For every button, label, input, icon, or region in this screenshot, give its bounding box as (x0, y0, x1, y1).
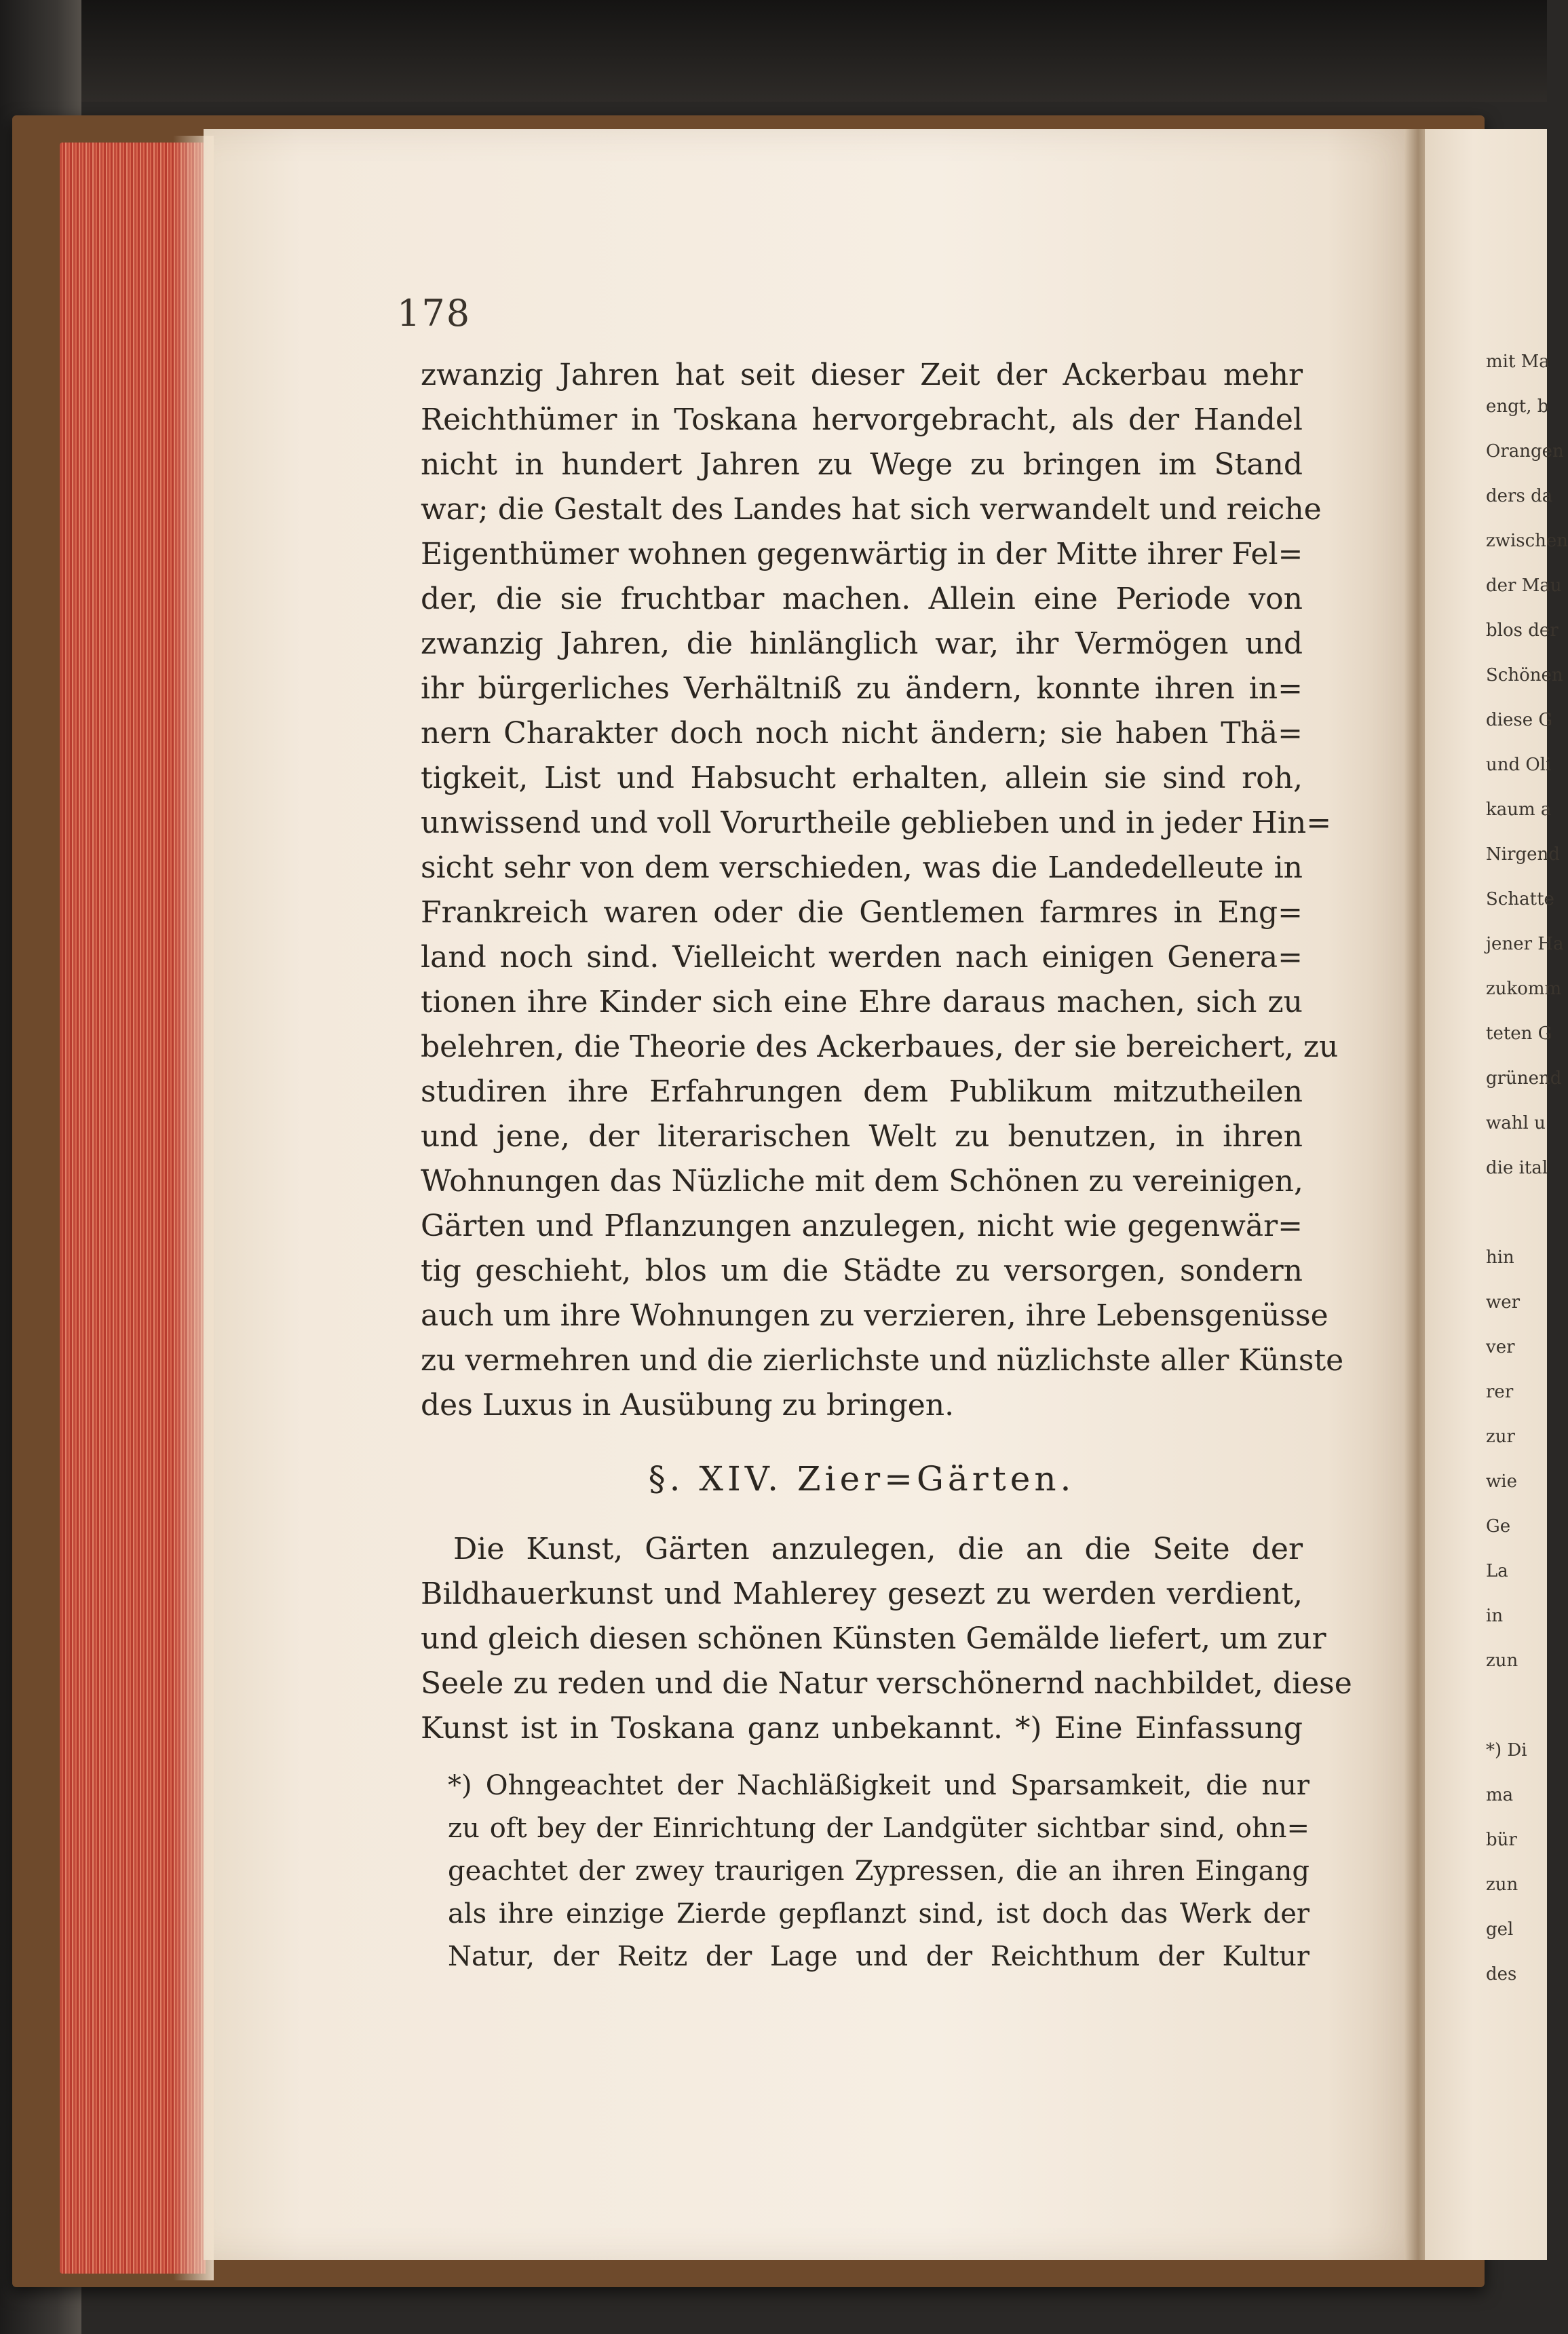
facing-page-fragment: Orangen (1486, 441, 1564, 462)
facing-page-fragment: zur (1486, 1427, 1515, 1447)
text-line: zwanzig Jahren hat seit dieser Zeit der Ackerbau mehr (421, 358, 1303, 392)
text-line: tionen ihre Kinder sich eine Ehre daraus machen, sich zu (421, 985, 1303, 1019)
facing-page-fragment: der Mau (1486, 576, 1562, 596)
text-line: der, die sie fruchtbar machen. Allein eine Periode von (421, 582, 1303, 616)
facing-page-fragment: in (1486, 1606, 1504, 1626)
text-line: Wohnungen das Nüzliche mit dem Schönen zu vereinigen, (421, 1164, 1303, 1199)
facing-page-fragment: kaum a (1486, 799, 1552, 820)
text-line: land noch sind. Vielleicht werden nach einigen Genera= (421, 940, 1303, 975)
text-line: Eigenthümer wohnen gegenwärtig in der Mitte ihrer Fel= (421, 537, 1303, 571)
facing-page-fragment: engt, b (1486, 396, 1549, 417)
facing-page-fragment: La (1486, 1561, 1508, 1581)
facing-page-fragment: diese G (1486, 710, 1553, 730)
text-line: tigkeit, List und Habsucht erhalten, allein sie sind roh, (421, 761, 1303, 795)
facing-page-fragment: und Oli (1486, 755, 1552, 775)
facing-page-fragment: Schatte (1486, 889, 1554, 909)
facing-page-text (1486, 339, 1568, 1997)
text-line: zu vermehren und die zierlichste und nüzlichste aller Künste (421, 1343, 1344, 1378)
page-edge-shade (173, 136, 214, 2280)
facing-page-fragment: mit Ma (1486, 352, 1550, 372)
facing-page-fragment: Nirgend (1486, 844, 1560, 865)
facing-page-fragment: zwischen (1486, 531, 1568, 551)
facing-page-fragment: Schönen (1486, 665, 1563, 685)
text-line: auch um ihre Wohnungen zu verzieren, ihre Lebensgenüsse (421, 1298, 1328, 1333)
text-line: Reichthümer in Toskana hervorgebracht, als der Handel (421, 402, 1303, 437)
facing-page-fragment: zukomm (1486, 979, 1562, 999)
footnote-line: geachtet der zwey traurigen Zypressen, die an ihren Eingang (448, 1856, 1309, 1887)
background-top (0, 0, 1547, 102)
facing-page-fragment: zun (1486, 1875, 1518, 1895)
facing-page-fragment: jener Ha (1486, 934, 1564, 954)
text-line: studiren ihre Erfahrungen dem Publikum mitzutheilen (421, 1074, 1303, 1109)
facing-page-fragment: gel (1486, 1919, 1514, 1940)
facing-page-fragment: grünend (1486, 1068, 1562, 1089)
footnote-line: zu oft bey der Einrichtung der Landgüter sichtbar sind, ohn= (448, 1813, 1309, 1844)
facing-page-fragment: rer (1486, 1382, 1514, 1402)
text-line: Gärten und Pflanzungen anzulegen, nicht wie gegenwär= (421, 1209, 1303, 1243)
section-text (421, 1527, 1352, 1751)
facing-page-fragment: wahl u (1486, 1113, 1546, 1133)
section-heading: §. XIV. Zier=Gärten. (648, 1459, 1075, 1499)
facing-page-fragment: ders da (1486, 486, 1553, 506)
text-line: sicht sehr von dem verschieden, was die Landedelleute in (421, 850, 1303, 885)
facing-page-fragment: wie (1486, 1471, 1517, 1492)
text-line: und jene, der literarischen Welt zu benutzen, in ihren (421, 1119, 1303, 1154)
text-line: war; die Gestalt des Landes hat sich verwandelt und reiche (421, 492, 1322, 527)
text-line: Die Kunst, Gärten anzulegen, die an die Seite der (453, 1532, 1303, 1566)
facing-page-fragment: *) Di (1486, 1740, 1527, 1761)
facing-page-fragment: ma (1486, 1785, 1514, 1805)
text-line: nern Charakter doch noch nicht ändern; sie haben Thä= (421, 716, 1303, 751)
text-line: zwanzig Jahren, die hinlänglich war, ihr Vermögen und (421, 626, 1303, 661)
facing-page-fragment: zun (1486, 1651, 1518, 1671)
facing-page-fragment: ver (1486, 1337, 1515, 1357)
text-line: Seele zu reden und die Natur verschönernd nachbildet, diese (421, 1666, 1352, 1701)
facing-page-fragment: bür (1486, 1830, 1517, 1850)
facing-page-fragment (1486, 1190, 1547, 1235)
text-line: unwissend und voll Vorurtheile geblieben und in jeder Hin= (421, 806, 1332, 840)
text-line: ihr bürgerliches Verhältniß zu ändern, konnte ihren in= (421, 671, 1303, 706)
text-line: Kunst ist in Toskana ganz unbekannt. *) Eine Einfassung (421, 1711, 1303, 1746)
facing-page-fragment: Ge (1486, 1516, 1511, 1537)
footnote-line: *) Ohngeachtet der Nachläßigkeit und Sparsamkeit, die nur (448, 1770, 1309, 1801)
text-line: nicht in hundert Jahren zu Wege zu bringen im Stand (421, 447, 1303, 482)
facing-page-fragment: hin (1486, 1247, 1514, 1268)
facing-page-fragment: teten G (1486, 1023, 1552, 1044)
page-number: 178 (397, 292, 472, 335)
facing-page-fragment: wer (1486, 1292, 1521, 1313)
text-line: des Luxus in Ausübung zu bringen. (421, 1388, 955, 1423)
text-line: und gleich diesen schönen Künsten Gemälde liefert, um zur (421, 1621, 1326, 1656)
facing-page-fragment: blos der (1486, 620, 1559, 641)
text-line: Bildhauerkunst und Mahlerey gesezt zu werden verdient, (421, 1577, 1303, 1611)
text-line: belehren, die Theorie des Ackerbaues, der sie bereichert, zu (421, 1030, 1339, 1064)
facing-page-fragment: die ital (1486, 1158, 1548, 1178)
footnote (448, 1765, 1309, 1978)
text-line: Frankreich waren oder die Gentlemen farmres in Eng= (421, 895, 1303, 930)
facing-page-fragment: des (1486, 1964, 1517, 1984)
footnote-line: als ihre einzige Zierde gepflanzt sind, ist doch das Werk der (448, 1898, 1309, 1930)
body-text (421, 353, 1344, 1428)
footnote-line: Natur, der Reitz der Lage und der Reichthum der Kultur (448, 1941, 1309, 1972)
text-line: tig geschieht, blos um die Städte zu versorgen, sondern (421, 1254, 1303, 1288)
facing-page-fragment (1486, 1683, 1547, 1728)
